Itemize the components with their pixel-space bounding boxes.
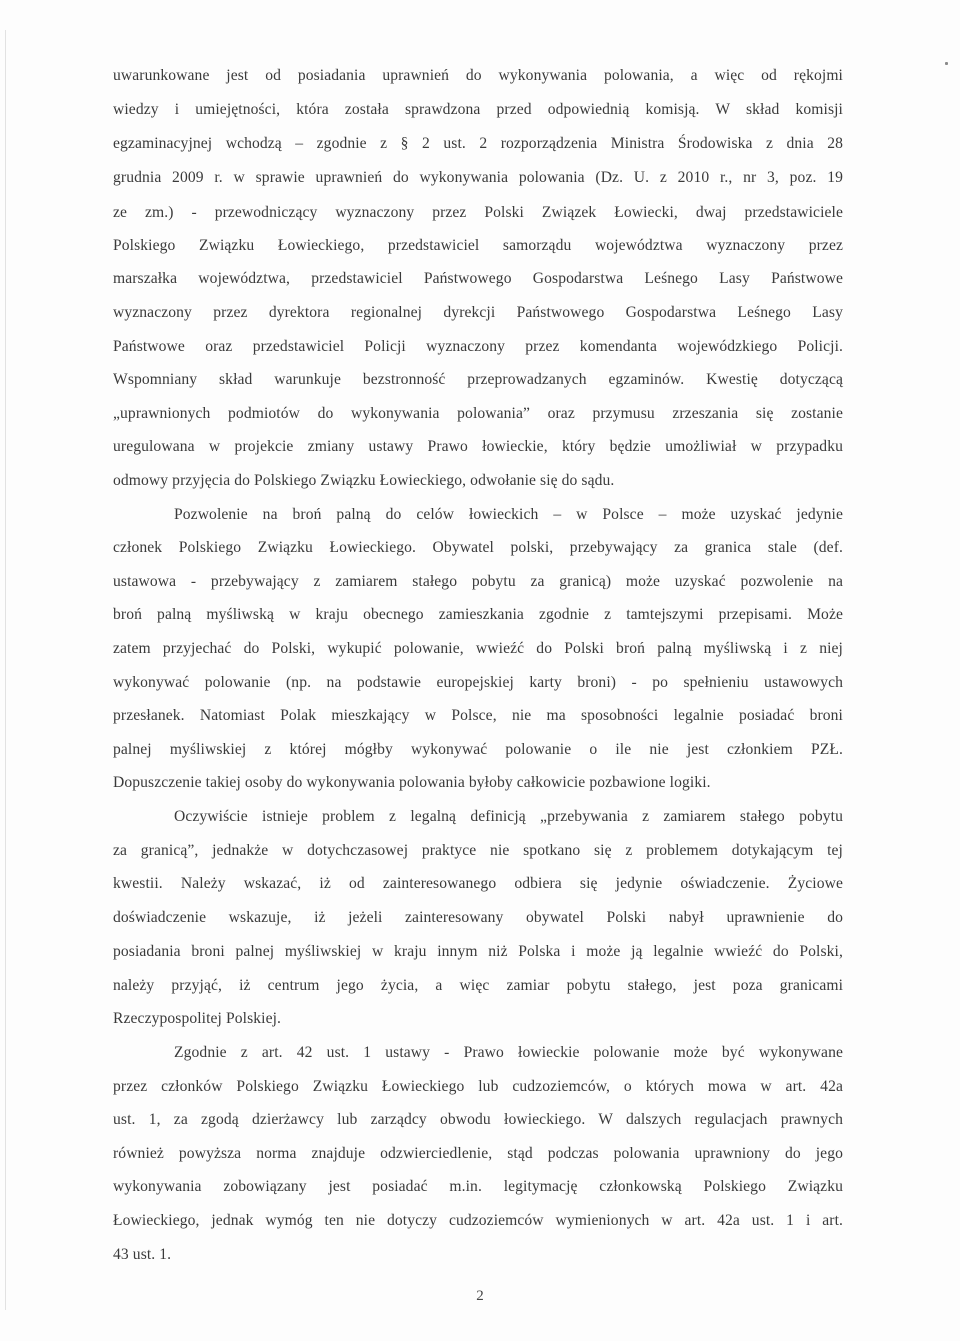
text-line: za granicą”, jednakże w dotychczasowej praktyce nie spotkano się z problemem dotykającym tej <box>113 842 843 859</box>
text-line: Państwowe oraz przedstawiciel Policji wyznaczony przez komendanta wojewódzkiego Policji. <box>113 338 843 355</box>
text-line: Dopuszczenie takiej osoby do wykonywania polowania byłoby całkowicie pozbawione logiki. <box>113 774 711 791</box>
text-line: uregulowana w projekcie zmiany ustawy Prawo łowieckie, który będzie umożliwiał w przypadku <box>113 438 843 455</box>
text-line: Oczywiście istnieje problem z legalną definicją „przebywania z zamiarem stałego pobytu <box>174 808 843 825</box>
text-line: 43 ust. 1. <box>113 1246 172 1263</box>
text-line: egzaminacyjnej wchodzą – zgodnie z § 2 ust. 2 rozporządzenia Ministra Środowiska z dnia 28 <box>113 135 843 152</box>
text-line: grudnia 2009 r. w sprawie uprawnień do wykonywania polowania (Dz. U. z 2010 r., nr 3, poz. 19 <box>113 169 843 186</box>
text-line: uwarunkowane jest od posiadania uprawnień do wykonywania polowania, a więc od rękojmi <box>113 67 843 84</box>
page-number: 2 <box>476 1288 484 1304</box>
text-line: broń palną myśliwską w kraju obecnego zamieszkania zgodnie z tamtejszymi przepisami. Może <box>113 606 843 623</box>
text-line: zatem przyjechać do Polski, wykupić polowanie, wwieźć do Polski broń palną myśliwską i z niej <box>113 640 843 657</box>
text-line: kwestii. Należy wskazać, iż od zainteresowanego odbiera się jedynie oświadczenie. Życiowe <box>113 875 843 892</box>
text-line: Zgodnie z art. 42 ust. 1 ustawy - Prawo łowieckie polowanie może być wykonywane <box>174 1044 843 1061</box>
text-line: przez członków Polskiego Związku Łowieckiego lub cudzoziemców, o których mowa w art. 42a <box>113 1078 843 1095</box>
text-line: ust. 1, za zgodą dzierżawcy lub zarządcy obwodu łowieckiego. W dalszych regulacjach prawnych <box>113 1111 843 1128</box>
text-line: wykonywania zobowiązany jest posiadać m.in. legitymację członkowską Polskiego Związku <box>113 1178 843 1195</box>
text-line: wykonywać polowanie (np. na podstawie europejskiej karty broni) - po spełnieniu ustawowych <box>113 674 843 691</box>
text-line: ze zm.) - przewodniczący wyznaczony przez Polski Związek Łowiecki, dwaj przedstawiciele <box>113 204 843 221</box>
text-line: posiadania broni palnej myśliwskiej w kraju innym niż Polska i może ją legalnie wwieźć do Polski, <box>113 943 843 960</box>
text-line: „uprawnionych podmiotów do wykonywania polowania” oraz przymusu zrzeszania się zostanie <box>113 405 843 422</box>
text-line: wiedzy i umiejętności, która została sprawdzona przed odpowiednią komisją. W skład komisji <box>113 101 843 118</box>
text-line: marszałka województwa, przedstawiciel Państwowego Gospodarstwa Leśnego Lasy Państwowe <box>113 270 843 287</box>
text-line: odmowy przyjęcia do Polskiego Związku Łowieckiego, odwołanie się do sądu. <box>113 472 615 489</box>
text-line: przesłanek. Natomiast Polak mieszkający w Polsce, nie ma sposobności legalnie posiadać broni <box>113 707 843 724</box>
text-line: Pozwolenie na broń palną do celów łowieckich – w Polsce – może uzyskać jedynie <box>174 506 843 523</box>
text-line: Polskiego Związku Łowieckiego, przedstawiciel samorządu województwa wyznaczony przez <box>113 237 843 254</box>
text-line: Łowieckiego, jednak wymóg ten nie dotyczy cudzoziemców wymienionych w art. 42a ust. 1 i art. <box>113 1212 843 1229</box>
text-line: również powyższa norma znajduje odzwierciedlenie, stąd podczas polowania uprawniony do jego <box>113 1145 843 1162</box>
text-line: Wspomniany skład warunkuje bezstronność przeprowadzanych egzaminów. Kwestię dotyczącą <box>113 371 843 388</box>
text-line: doświadczenie wskazuje, iż jeżeli zainteresowany obywatel Polski nabył uprawnienie do <box>113 909 843 926</box>
scan-speck <box>945 62 948 65</box>
text-line: członek Polskiego Związku Łowieckiego. Obywatel polski, przebywający za granica stale (def. <box>113 539 843 556</box>
text-line: ustawowa - przebywający z zamiarem stałego pobytu za granicą) może uzyskać pozwolenie na <box>113 573 843 590</box>
text-line: palnej myśliwskiej z której mógłby wykonywać polowanie o ile nie jest członkiem PZŁ. <box>113 741 843 758</box>
scan-edge-line <box>5 30 6 1310</box>
text-line: Rzeczypospolitej Polskiej. <box>113 1010 282 1027</box>
text-line: wyznaczony przez dyrektora regionalnej dyrekcji Państwowego Gospodarstwa Leśnego Lasy <box>113 304 843 321</box>
text-line: należy przyjąć, iż centrum jego życia, a więc zamiar pobytu stałego, jest poza granicami <box>113 977 843 994</box>
